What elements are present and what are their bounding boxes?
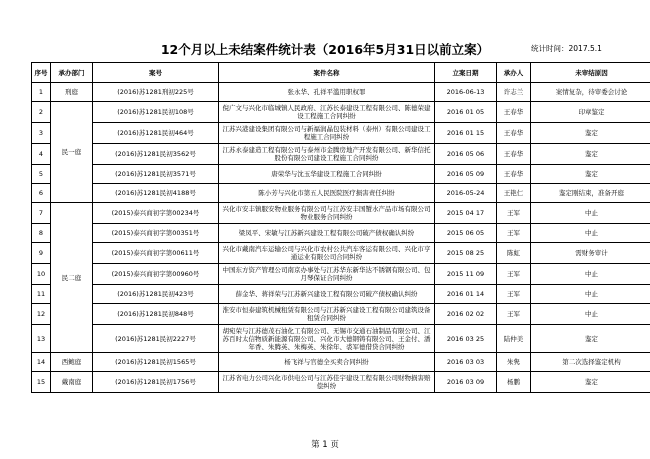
- case-name: 陈小芳与兴化市第五人民医院医疗损害责任纠纷: [219, 184, 435, 203]
- judge: 王军: [497, 304, 531, 325]
- case-no: (2016)苏1281民初848号: [93, 304, 219, 325]
- case-no: (2016)苏1281民初423号: [93, 285, 219, 304]
- reason: 案情复杂，待审委会讨论: [531, 83, 650, 102]
- case-name: 中国东方资产管理公司南京办事处与江苏华东新华达不锈钢有限公司、包月琴保证合同纠纷: [219, 264, 435, 285]
- judge: 王军: [497, 264, 531, 285]
- case-no: (2016)苏1281民初4188号: [93, 184, 219, 203]
- department-cell: 民一庭: [51, 102, 93, 203]
- row-no: 3: [32, 123, 51, 144]
- judge: 许志兰: [497, 83, 531, 102]
- judge: 陆仲美: [497, 325, 531, 353]
- header-judge: 承办人: [497, 63, 531, 83]
- row-no: 7: [32, 203, 51, 224]
- header-reason: 未审结原因: [531, 63, 650, 83]
- judge: 王艳仁: [497, 184, 531, 203]
- case-no: (2015)泰兴商初字第00611号: [93, 243, 219, 264]
- filing-date: 2016 05 09: [435, 165, 497, 184]
- filing-date: 2016 01 14: [435, 285, 497, 304]
- table-row: [32, 184, 650, 203]
- department-cell: 西鲍庭: [51, 353, 93, 372]
- table-row: [32, 372, 650, 393]
- filing-date: 2016-06-13: [435, 83, 497, 102]
- table-row: [32, 353, 650, 372]
- filing-date: 2016 03 25: [435, 325, 497, 353]
- stat-time: 统计时间：2017.5.1: [531, 44, 602, 53]
- row-no: 12: [32, 304, 51, 325]
- judge: 朱隽: [497, 353, 531, 372]
- case-name: 杨飞祥与官德全买卖合同纠纷: [219, 353, 435, 372]
- table-row: [32, 224, 650, 243]
- reason: 需财务审计: [531, 243, 650, 264]
- table-row: [32, 264, 650, 285]
- case-name: 江苏省电力公司兴化市供电公司与江苏佳宇建设工程有限公司财物损害赔偿纠纷: [219, 372, 435, 393]
- page-title: 12个月以上未结案件统计表（2016年5月31日以前立案）: [160, 42, 490, 57]
- case-no: (2016)苏1281民初2227号: [93, 325, 219, 353]
- filing-date: 2016 03 09: [435, 372, 497, 393]
- case-name: 梁凤平、宋敏与江苏新兴建设工程有限公司破产债权确认纠纷: [219, 224, 435, 243]
- reason: 鉴定: [531, 123, 650, 144]
- reason: 鉴定: [531, 372, 650, 393]
- case-name: 兴化市安丰镇服安物业服务有限公司与江苏安丰国蟹水产品市场有限公司物业服务合同纠纷: [219, 203, 435, 224]
- table-header: [32, 63, 650, 83]
- table-row: [32, 83, 650, 102]
- page-footer: 第 1 页: [311, 440, 339, 450]
- row-no: 11: [32, 285, 51, 304]
- table-row: [32, 144, 650, 165]
- header-date: 立案日期: [435, 63, 497, 83]
- row-no: 15: [32, 372, 51, 393]
- case-no: (2016)苏1281民初1565号: [93, 353, 219, 372]
- reason: 鉴定: [531, 144, 650, 165]
- row-no: 5: [32, 165, 51, 184]
- judge: 王军: [497, 203, 531, 224]
- table-row: [32, 165, 650, 184]
- case-name: 江苏永泰建造工程有限公司与泰州市金腾房地产开发有限公司、新华信托股份有限公司建设工程施工合同纠纷: [219, 144, 435, 165]
- case-name: 淮安市恒泰建筑机械租赁有限公司与江苏新兴建设工程有限公司建筑设备租赁合同纠纷: [219, 304, 435, 325]
- case-name: 倪广文与兴化市临城镇人民政府、江苏长泰建设工程有限公司、陈德荣建设工程施工合同纠纷: [219, 102, 435, 123]
- reason: 鉴定: [531, 165, 650, 184]
- table-row: [32, 123, 650, 144]
- filing-date: 2016 05 06: [435, 144, 497, 165]
- department-cell: 刑庭: [51, 83, 93, 102]
- reason: 印章鉴定: [531, 102, 650, 123]
- header-no: 序号: [32, 63, 51, 83]
- case-no: (2016)苏1281民初3571号: [93, 165, 219, 184]
- case-no: (2016)苏1281刑初225号: [93, 83, 219, 102]
- case-no: (2015)泰兴商初字第00234号: [93, 203, 219, 224]
- filing-date: 2015 04 17: [435, 203, 497, 224]
- row-no: 6: [32, 184, 51, 203]
- filing-date: 2015 06 05: [435, 224, 497, 243]
- case-no: (2015)泰兴商初字第00960号: [93, 264, 219, 285]
- row-no: 4: [32, 144, 51, 165]
- judge: 王春华: [497, 123, 531, 144]
- judge: 王春华: [497, 102, 531, 123]
- row-no: 13: [32, 325, 51, 353]
- reason: 中止: [531, 203, 650, 224]
- table-row: [32, 325, 650, 353]
- case-no: (2016)苏1281民初1756号: [93, 372, 219, 393]
- case-name: 江苏兴港建设集团有限公司与新福润晶包装材料（泰州）有限公司建设工程施工合同纠纷: [219, 123, 435, 144]
- judge: 陈虹: [497, 243, 531, 264]
- reason: 中止: [531, 285, 650, 304]
- table-row: [32, 243, 650, 264]
- table-row: [32, 203, 650, 224]
- filing-date: 2016-05-24: [435, 184, 497, 203]
- filing-date: 2016 02 02: [435, 304, 497, 325]
- filing-date: 2016 03 03: [435, 353, 497, 372]
- filing-date: 2016 01 15: [435, 123, 497, 144]
- row-no: 1: [32, 83, 51, 102]
- judge: 王春华: [497, 144, 531, 165]
- header-case-name: 案件名称: [219, 63, 435, 83]
- reason: 中止: [531, 304, 650, 325]
- case-name: 张永华、孔祥平滥用职权罪: [219, 83, 435, 102]
- judge: 王军: [497, 285, 531, 304]
- department-cell: 戴南庭: [51, 372, 93, 393]
- row-no: 2: [32, 102, 51, 123]
- case-name: 兴化市戴南汽车运输公司与兴化市农村公共汽车客运有限公司、兴化市亨通运业有限公司合同纠纷: [219, 243, 435, 264]
- judge: 王军: [497, 224, 531, 243]
- judge: 杨鹏: [497, 372, 531, 393]
- case-table: [31, 62, 650, 393]
- department-cell: 民二庭: [51, 203, 93, 353]
- case-no: (2016)苏1281民初3562号: [93, 144, 219, 165]
- judge: 王春华: [497, 165, 531, 184]
- row-no: 14: [32, 353, 51, 372]
- filing-date: 2015 08 25: [435, 243, 497, 264]
- case-name: 薛金华、蒋祥荣与江苏新兴建设工程有限公司破产债权确认纠纷: [219, 285, 435, 304]
- table-row: [32, 285, 650, 304]
- row-no: 8: [32, 224, 51, 243]
- reason: 鉴定刚结束，准备开庭: [531, 184, 650, 203]
- reason: 中止: [531, 224, 650, 243]
- filing-date: 2015 11 09: [435, 264, 497, 285]
- case-name: 唐荣华与沈玉华建设工程施工合同纠纷: [219, 165, 435, 184]
- row-no: 9: [32, 243, 51, 264]
- reason: 第二次选择鉴定机构: [531, 353, 650, 372]
- case-no: (2016)苏1281民初464号: [93, 123, 219, 144]
- header-department: 承办部门: [51, 63, 93, 83]
- table-row: [32, 102, 650, 123]
- row-no: 10: [32, 264, 51, 285]
- reason: 中止: [531, 264, 650, 285]
- case-name: 胡宛荣与江苏德茂石油化工有限公司、无锡市交通石油制品有限公司、江苏百时太信物质新能源有限公司、兴化市大德钢铸有限公司、王金付、潘年香、朱腾英、朱梅英、朱徐年、裘军德借贷合同纠纷: [219, 325, 435, 353]
- header-case-no: 案号: [93, 63, 219, 83]
- case-no: (2016)苏1281民初108号: [93, 102, 219, 123]
- table-row: [32, 304, 650, 325]
- reason: 鉴定: [531, 325, 650, 353]
- case-no: (2015)泰兴商初字第00351号: [93, 224, 219, 243]
- filing-date: 2016 01 05: [435, 102, 497, 123]
